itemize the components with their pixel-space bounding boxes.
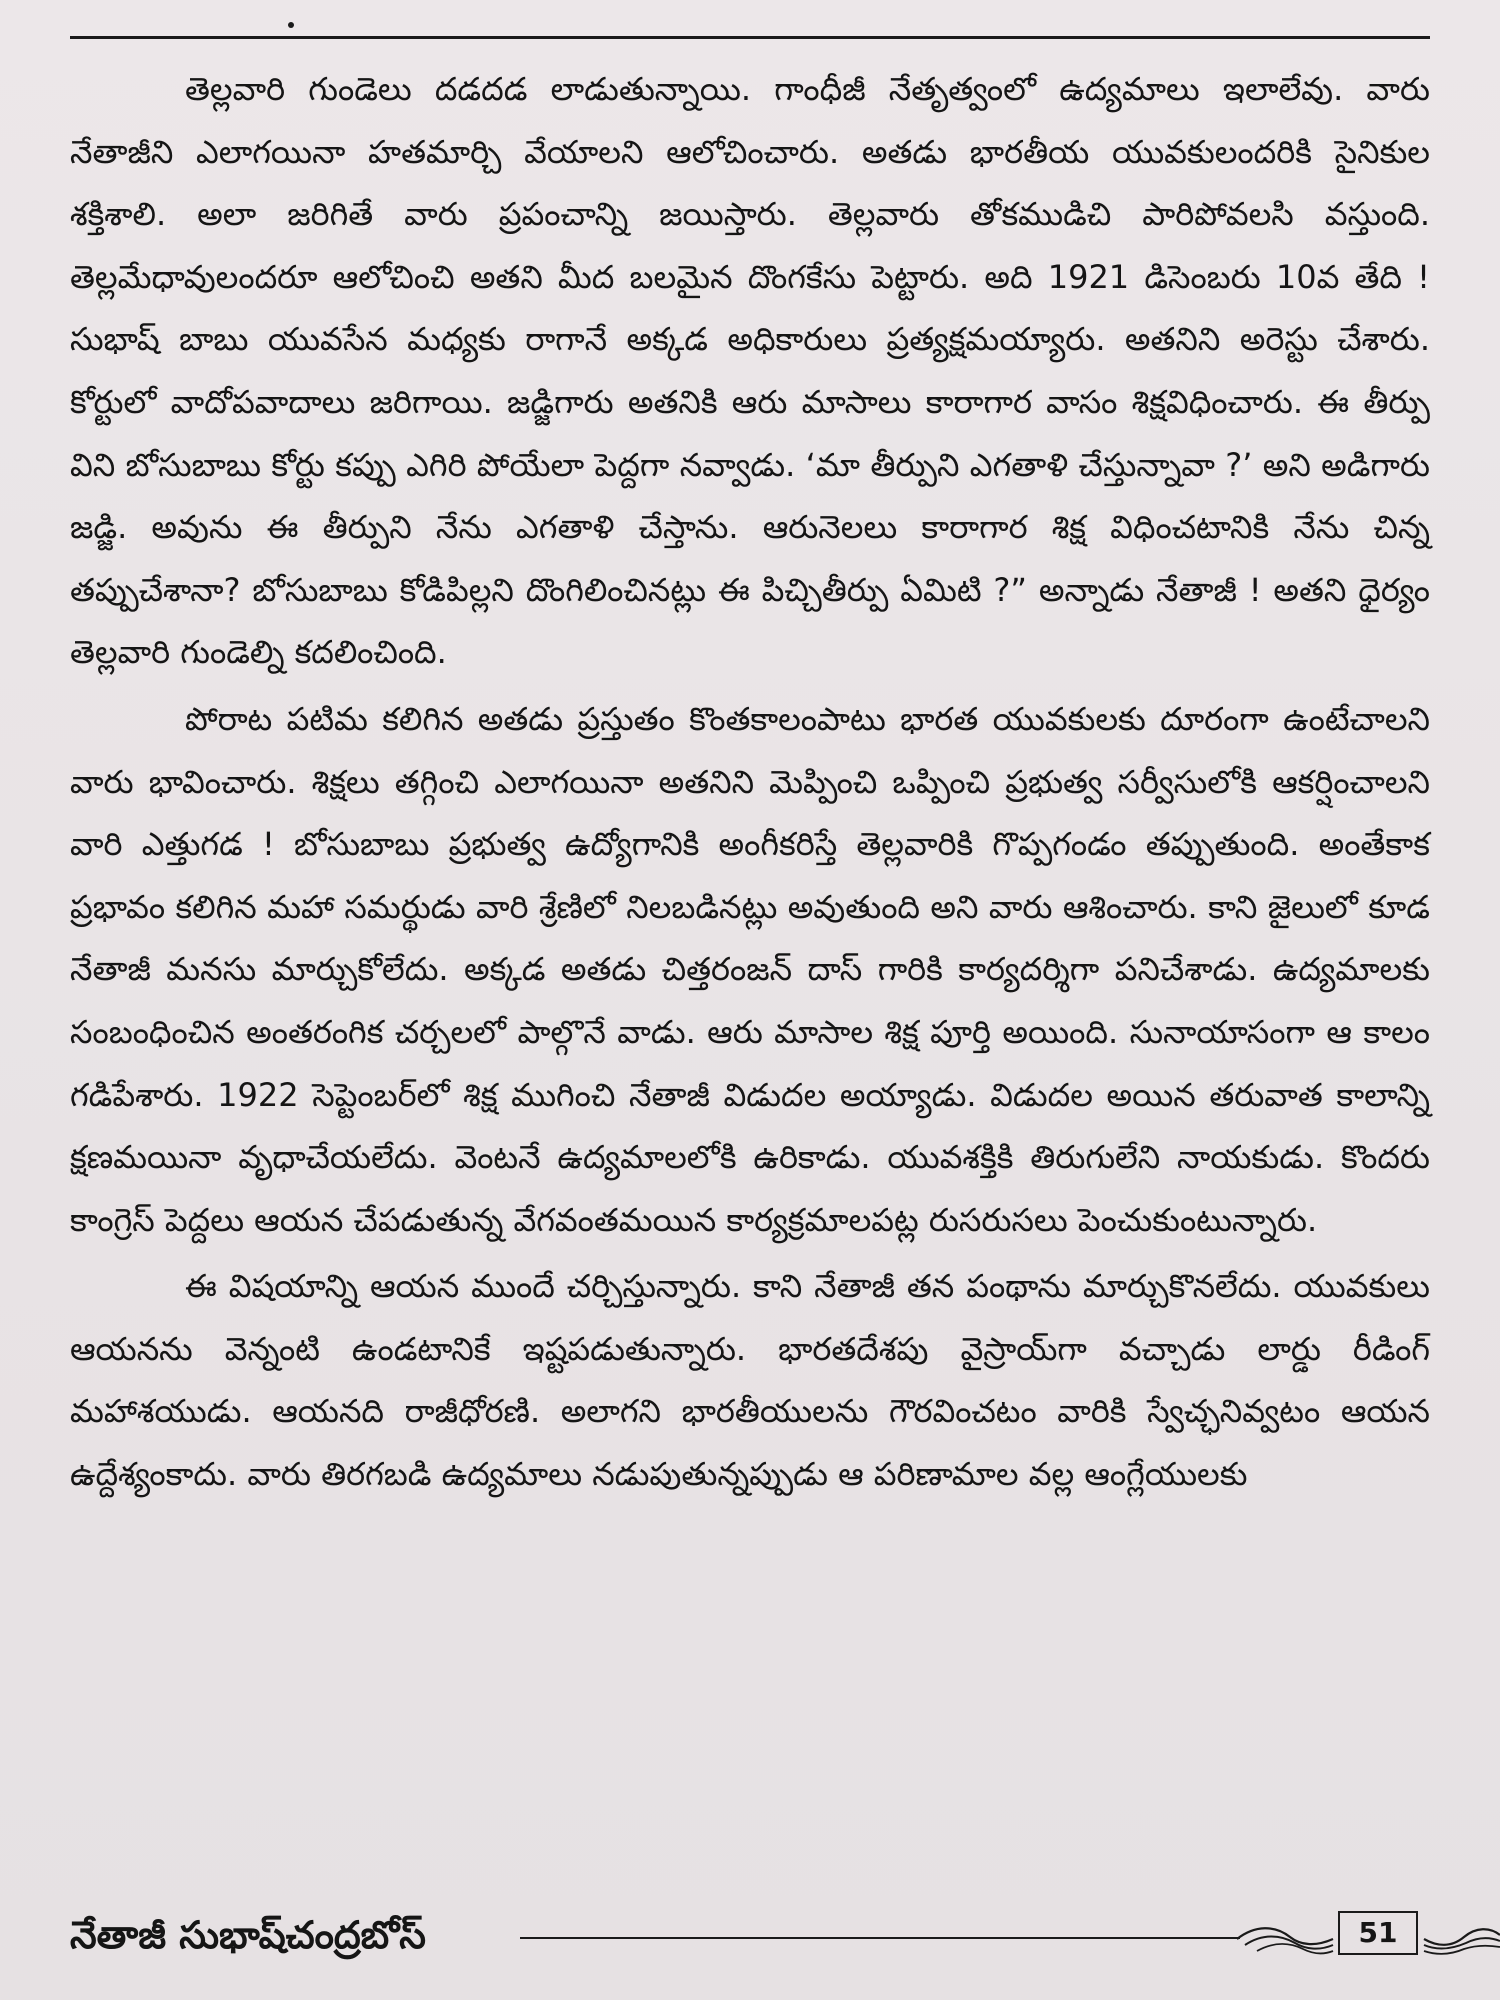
paragraph: ఈ విషయాన్ని ఆయన ముందే చర్చిస్తున్నారు. కాని నేతాజీ తన పంథాను మార్చుకొనలేదు. యువకులు ఆయనను వెన్నంటి ఉండటానికే ఇష్టపడుతున్నారు. భారతదేశపు వైస్రాయ్‌గా వచ్చాడు లార్డు రీడింగ్ మహాశయుడు. ఆయనది రాజీధోరణి. అలాగని భారతీయులను గౌరవించటం వారికి స్వేచ్ఛనివ్వటం ఆయన ఉద్దేశ్యంకాదు. వారు తిరగబడి ఉద్యమాలు నడుపుతున్నప్పుడు ఆ పరిణామాల వల్ల ఆంగ్లేయులకు (70, 1267, 1430, 1494)
paragraph: తెల్లవారి గుండెలు దడదడ లాడుతున్నాయి. గాంధీజీ నేతృత్వంలో ఉద్యమాలు ఇలాలేవు. వారు నేతాజీని ఎలాగయినా హతమార్చి వేయాలని ఆలోచించారు. అతడు భారతీయ యువకులందరికి సైనికుల శక్తిశాలి. అలా జరిగితే వారు ప్రపంచాన్ని జయిస్తారు. తెల్లవారు తోకముడిచి పారిపోవలసి వస్తుంది. తెల్లమేధావులందరూ ఆలోచించి అతని మీద బలమైన దొంగకేసు పెట్టారు. అది 1921 డిసెంబరు 10వ తేది ! సుభాష్ బాబు యువసేన మధ్యకు రాగానే అక్కడ అధికారులు ప్రత్యక్షమయ్యారు. అతనిని అరెస్టు చేశారు. కోర్టులో వాదోపవాదాలు జరిగాయి. జడ్జిగారు అతనికి ఆరు మాసాలు కారాగార వాసం శిక్షవిధించారు. ఈ తీర్పు విని బోసుబాబు కోర్టు కప్పు ఎగిరి పోయేలా పెద్దగా నవ్వాడు. ‘మా తీర్పుని ఎగతాళి చేస్తున్నావా ?’ అని అడిగారు జడ్జి. అవును ఈ తీర్పుని నేను ఎగతాళి చేస్తాను. ఆరునెలలు కారాగార శిక్ష విధించటానికి నేను చిన్న తప్పుచేశానా? బోసుబాబు కోడిపిల్లని దొంగిలించినట్లు ఈ పిచ్చితీర్పు ఏమిటి ?” అన్నాడు నేతాజీ ! అతని ధైర్యం తెల్లవారి గుండెల్ని కదలించింది. (70, 70, 1430, 672)
top-dot (288, 22, 294, 28)
flourish-right-icon (1422, 1919, 1500, 1959)
book-title: నేతాజీ సుభాష్‌చంద్రబోస్ (70, 1913, 426, 1957)
page-number: 51 (1338, 1911, 1418, 1955)
paragraph: పోరాట పటిమ కలిగిన అతడు ప్రస్తుతం కొంతకాలంపాటు భారత యువకులకు దూరంగా ఉంటేచాలని వారు భావించారు. శిక్షలు తగ్గించి ఎలాగయినా అతనిని మెప్పించి ఒప్పించి ప్రభుత్వ సర్వీసులోకి ఆకర్షించాలని వారి ఎత్తుగడ ! బోసుబాబు ప్రభుత్వ ఉద్యోగానికి అంగీకరిస్తే తెల్లవారికి గొప్పగండం తప్పుతుంది. అంతేకాక ప్రభావం కలిగిన మహా సమర్థుడు వారి శ్రేణిలో నిలబడినట్లు అవుతుంది అని వారు ఆశించారు. కాని జైలులో కూడ నేతాజీ మనసు మార్చుకోలేదు. అక్కడ అతడు చిత్తరంజన్ దాస్ గారికి కార్యదర్శిగా పనిచేశాడు. ఉద్యమాలకు సంబంధించిన అంతరంగిక చర్చలలో పాల్గొనే వాడు. ఆరు మాసాల శిక్ష పూర్తి అయింది. సునాయాసంగా ఆ కాలం గడిపేశారు. 1922 సెప్టెంబర్‌లో శిక్ష ముగించి నేతాజీ విడుదల అయ్యాడు. విడుదల అయిన తరువాత కాలాన్ని క్షణమయినా వృధాచేయలేదు. వెంటనే ఉద్యమాలలోకి ఉరికాడు. యువశక్తికి తిరుగులేని నాయకుడు. కొందరు కాంగ్రెస్ పెద్దలు ఆయన చేపడుతున్న వేగవంతమయిన కార్యక్రమాలపట్ల రుసరుసలు పెంచుకుంటున్నారు. (70, 699, 1430, 1239)
footer-rule (520, 1937, 1240, 1939)
page-footer (70, 1905, 1430, 1965)
flourish-left-icon (1235, 1919, 1335, 1959)
top-rule (70, 36, 1430, 39)
body-text (70, 58, 1430, 1506)
